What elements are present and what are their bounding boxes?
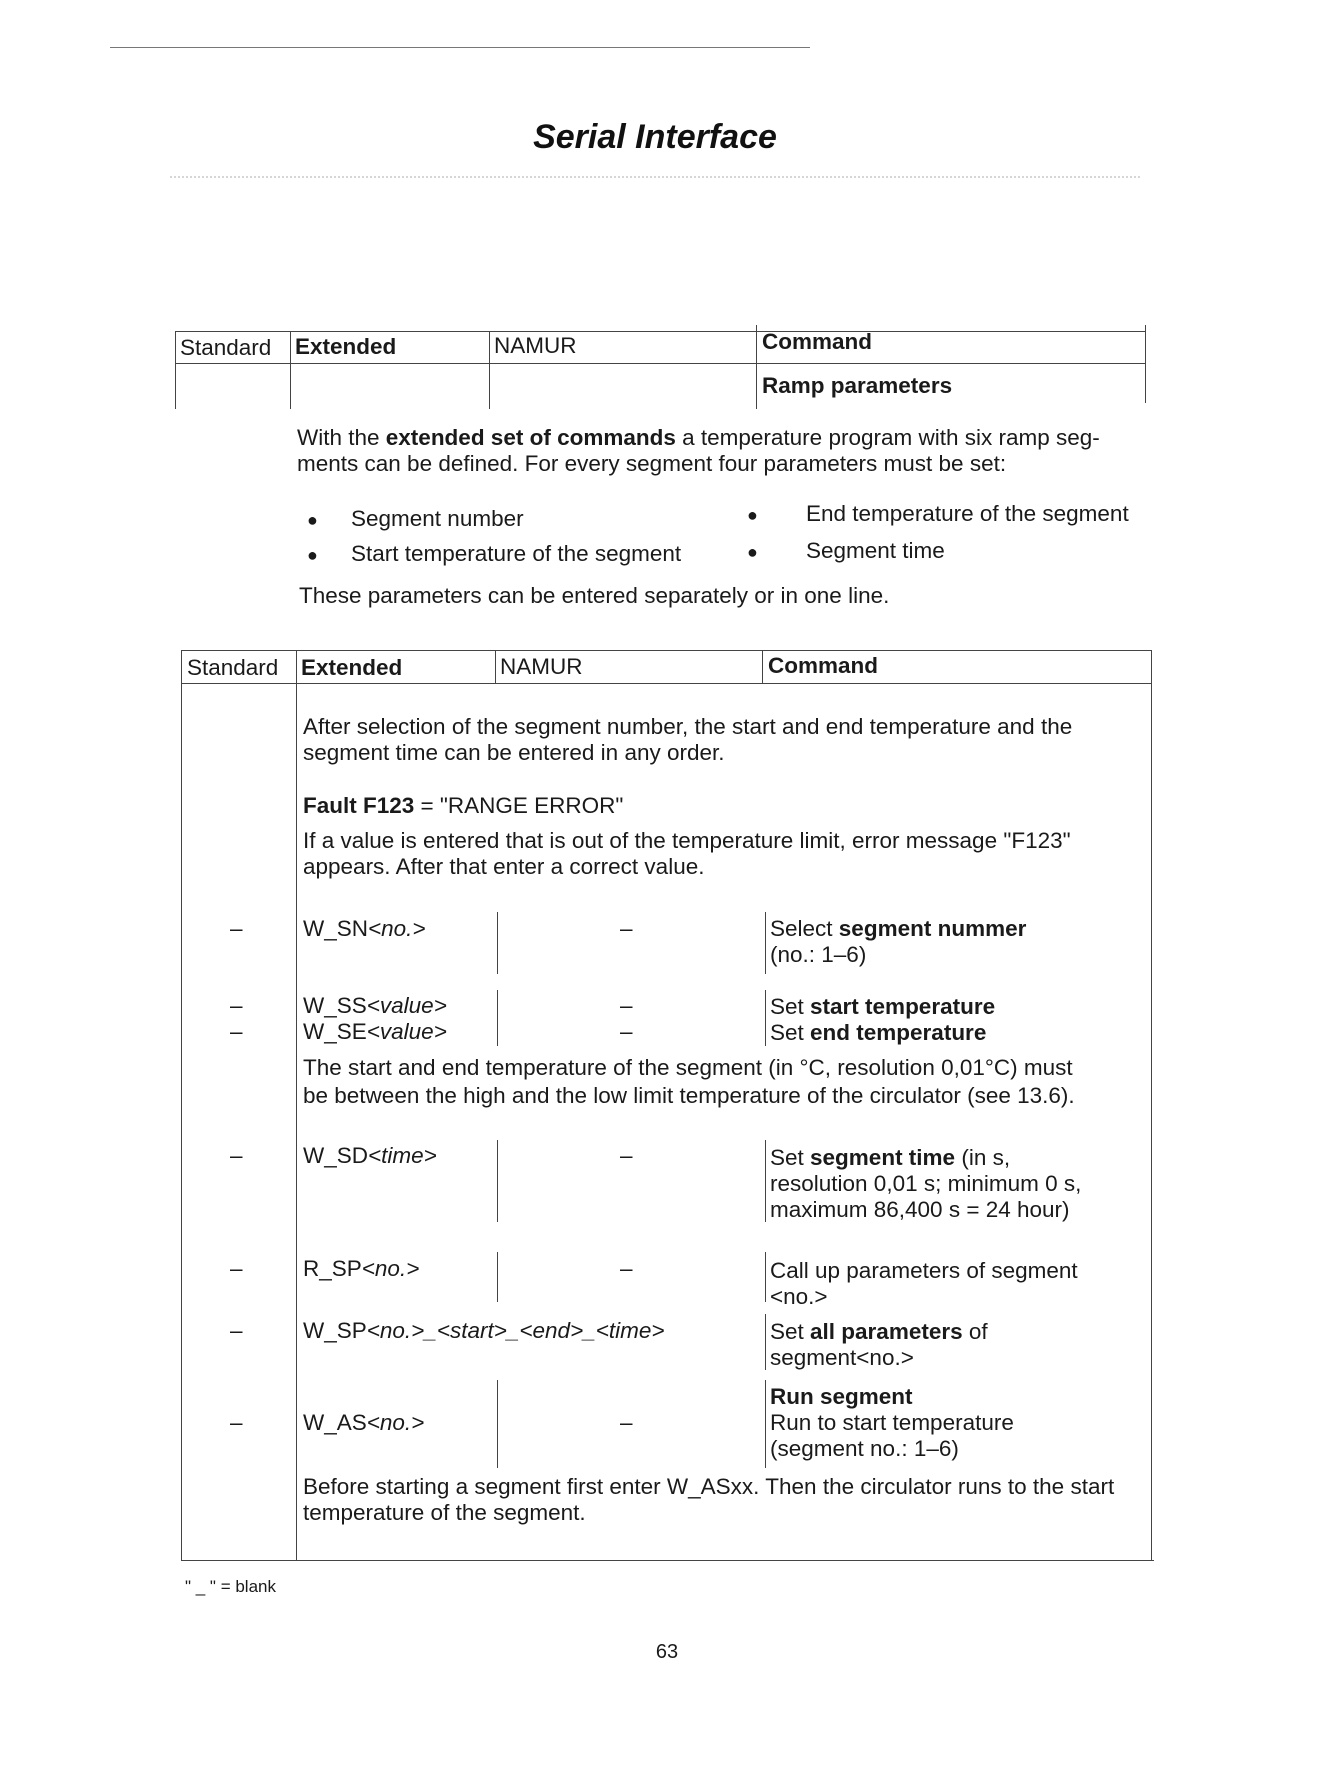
description: Set start temperature xyxy=(770,994,996,1019)
t2-col-line xyxy=(181,650,182,1560)
description: maximum 86,400 s = 24 hour) xyxy=(770,1197,1070,1222)
namur-dash: – xyxy=(620,1410,633,1435)
t1-header-command: Command xyxy=(762,329,873,354)
namur-dash: – xyxy=(620,993,633,1018)
bullet-item: Segment time xyxy=(806,538,945,563)
bullet-icon: ● xyxy=(307,545,318,565)
description: (segment no.: 1–6) xyxy=(770,1436,959,1461)
bullet-item: Segment number xyxy=(351,506,524,531)
description: Run to start temperature xyxy=(770,1410,1014,1435)
description: segment<no.> xyxy=(770,1345,914,1370)
note-line: temperature of the segment. xyxy=(303,1500,586,1525)
fault-line: appears. After that enter a correct value. xyxy=(303,854,705,879)
t2-seg-line xyxy=(765,1140,766,1222)
t1-col-line xyxy=(756,325,757,409)
t2-seg-line xyxy=(497,912,498,974)
std-dash: – xyxy=(230,1318,243,1343)
std-dash: – xyxy=(230,916,243,941)
page-title: Serial Interface xyxy=(533,118,777,156)
t2-col-line xyxy=(1151,650,1152,1560)
command-code: W_SS<value> xyxy=(303,993,447,1018)
t2-top-line xyxy=(181,650,1151,651)
command-code: W_SD<time> xyxy=(303,1143,437,1168)
t2-bottom-line xyxy=(181,1560,1154,1561)
scan-noise xyxy=(170,176,1140,178)
t2-header-namur: NAMUR xyxy=(500,654,583,679)
bullet-item: Start temperature of the segment xyxy=(351,541,682,566)
note-line: Before starting a segment first enter W_ASxx. Then the circulator runs to the start xyxy=(303,1474,1115,1499)
t2-seg-line xyxy=(497,1140,498,1222)
top-rule xyxy=(110,47,810,48)
namur-dash: – xyxy=(620,1256,633,1281)
t2-col-line xyxy=(296,650,297,1560)
std-dash: – xyxy=(230,1410,243,1435)
fault-heading: Fault F123 = "RANGE ERROR" xyxy=(303,793,624,818)
bullet-icon: ● xyxy=(307,510,318,530)
command-code: W_SN<no.> xyxy=(303,916,426,941)
page-number: 63 xyxy=(655,1641,679,1663)
namur-dash: – xyxy=(620,916,633,941)
t2-seg-line xyxy=(765,912,766,974)
description: <no.> xyxy=(770,1284,828,1309)
t2-seg-line xyxy=(765,1380,766,1468)
t2-seg-line xyxy=(497,1252,498,1302)
description: Set all parameters of xyxy=(770,1319,988,1344)
description: Select segment nummer xyxy=(770,916,1027,941)
t1-col-line xyxy=(175,331,176,409)
t1-header-standard: Standard xyxy=(180,335,272,360)
t1-top-line xyxy=(175,331,1145,332)
after-bullets-text: These parameters can be entered separately or in one line. xyxy=(299,583,890,608)
t1-header-extended: Extended xyxy=(295,334,397,359)
description: Set segment time (in s, xyxy=(770,1145,1011,1170)
note-line: After selection of the segment number, the start and end temperature and the xyxy=(303,714,1073,739)
t2-seg-line xyxy=(765,1252,766,1302)
footnote: " _ " = blank xyxy=(185,1577,276,1596)
std-dash: – xyxy=(230,1143,243,1168)
description: resolution 0,01 s; minimum 0 s, xyxy=(770,1171,1082,1196)
t1-col-line xyxy=(489,331,490,409)
t2-col-line xyxy=(495,650,496,683)
t2-header-standard: Standard xyxy=(187,655,279,680)
t1-row-ramp-parameters: Ramp parameters xyxy=(762,373,953,398)
command-code: R_SP<no.> xyxy=(303,1256,420,1281)
t2-seg-line xyxy=(765,1314,766,1370)
t1-col-line xyxy=(1145,325,1146,403)
note-line: segment time can be entered in any order. xyxy=(303,740,725,765)
note-line: The start and end temperature of the segment (in °C, resolution 0,01°C) must xyxy=(303,1055,1073,1080)
description: Set end temperature xyxy=(770,1020,987,1045)
intro-line-1: With the extended set of commands a temperature program with six ramp seg- xyxy=(297,425,1100,450)
namur-dash: – xyxy=(620,1143,633,1168)
t2-header-extended: Extended xyxy=(301,655,403,680)
t2-header-line xyxy=(181,683,1151,684)
t1-mid-line xyxy=(175,363,1145,364)
description: (no.: 1–6) xyxy=(770,942,867,967)
command-code: W_SE<value> xyxy=(303,1019,447,1044)
bullet-icon: ● xyxy=(747,505,758,525)
std-dash: – xyxy=(230,1019,243,1044)
fault-line: If a value is entered that is out of the temperature limit, error message "F123" xyxy=(303,828,1071,853)
std-dash: – xyxy=(230,1256,243,1281)
t2-header-command: Command xyxy=(768,653,879,678)
description: Call up parameters of segment xyxy=(770,1258,1078,1283)
t2-col-line xyxy=(762,650,763,683)
t2-seg-line xyxy=(497,1380,498,1468)
t2-seg-line xyxy=(497,990,498,1046)
t2-seg-line xyxy=(765,990,766,1046)
t1-header-namur: NAMUR xyxy=(494,333,577,358)
bullet-item: End temperature of the segment xyxy=(806,501,1129,526)
t1-col-line xyxy=(290,331,291,409)
note-line: be between the high and the low limit temperature of the circulator (see 13.6). xyxy=(303,1083,1075,1108)
description-heading: Run segment xyxy=(770,1384,913,1409)
intro-line-2: ments can be defined. For every segment four parameters must be set: xyxy=(297,451,1007,476)
std-dash: – xyxy=(230,993,243,1018)
command-code: W_AS<no.> xyxy=(303,1410,425,1435)
command-code: W_SP<no.>_<start>_<end>_<time> xyxy=(303,1318,665,1343)
bullet-icon: ● xyxy=(747,542,758,562)
namur-dash: – xyxy=(620,1019,633,1044)
